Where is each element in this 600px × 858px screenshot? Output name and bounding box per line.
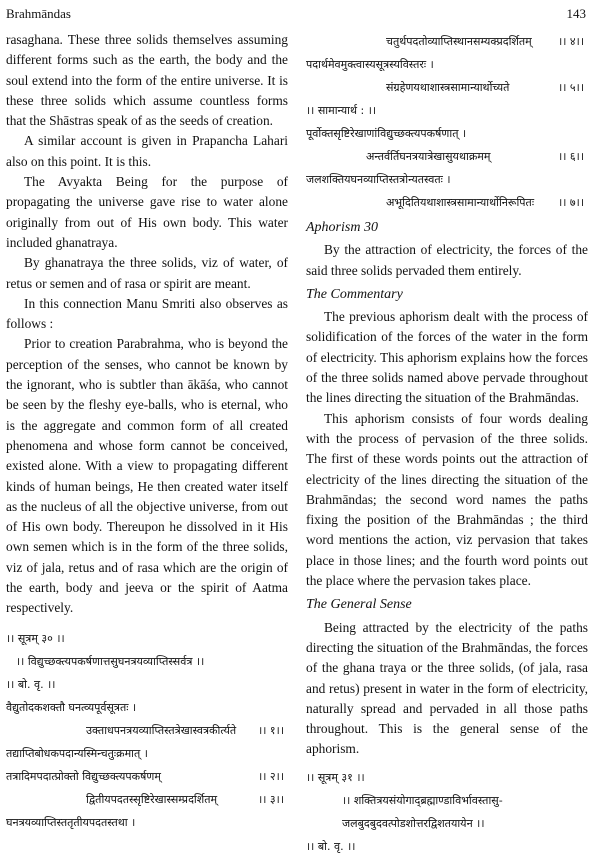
verse-line: पदार्थमेवमुक्त्वास्यसूत्रस्यविस्तरः । — [306, 58, 434, 71]
left-column — [6, 30, 288, 834]
paragraph: By ghanatraya the three solids, viz of water, of retus or semen and of rasa or spirit are meant. — [6, 255, 288, 291]
verse-line: संग्रहेणयथाशास्त्रसामान्यार्थोच्यते ।। ५।। — [386, 81, 584, 94]
general-sense-heading: The General Sense — [306, 597, 412, 613]
paragraph: Prior to creation Parabrahma, who is beyond the perception of the senses, who cannot be known by the ignorant, who is subtler than ākāśa, who cannot be seen by the fleshy eye-balls, who is eternal, who is the aggregate and common form of all created phenomena and whose form cannot be conceived, existed alone. With a view to propagating different kinds of human beings, He then created water itself as the nucleus of all the objective universe, from out of His own body. Thereupon he dissolved in it His own semen which is in the form of the three solids, viz of jala, retus and of rasa which are the origin of the earth, body and jeeva or the spirit of Aatma respectively. — [6, 336, 288, 616]
sanskrit-verse-block — [306, 766, 588, 858]
verse-line: तद्याप्तिबोधकपदान्यस्मिन्चतुःक्रमात् । — [6, 746, 148, 760]
verse-line: उक्ताधपनत्रयव्याप्तिस्तत्रेखास्वत्रकीर्त्यते ।। १।। — [86, 723, 284, 737]
paragraph: The previous aphorism dealt with the process of solidification of the forces of the water in the form of electricity. This aphorism explains how the forces of the three solids named above pervade throughout the lines directing the situation of the Brahmāndas. — [306, 309, 588, 406]
paragraph: This aphorism consists of four words dealing with the process of pervasion of the three solids. The first of these words points out the attraction of electricity of the lines directing the situation of the Brahmāndas; the second word names the paths fixing the position of the Brahmāndas ; the third word mentions the action, viz pervasion that takes place in those lines; and the fourth word points out the place where the pervasion takes place. — [306, 410, 588, 589]
paragraph: A similar account is given in Prapancha Lahari also on this point. It is this. — [6, 133, 288, 169]
verse-line: ।। सूत्रम् ३० ।। — [6, 631, 65, 645]
verse-line: ।। शक्तित्रयसंयोगाद्ब्रह्माण्डाविर्भावस्तासु- — [342, 793, 503, 807]
page-number: 143 — [566, 6, 586, 21]
paragraph: Being attracted by the electricity of the paths directing the situation of the Brahmāndas, the forces of the ghana traya or the three solids, (of jala, rasa and retus) present in water in the form of electricity, naturally spread and pervaded in all those paths throughout. This is the general sense of the aphorism. — [306, 619, 588, 757]
verse-line: ।। सामान्यार्थ : ।। — [306, 104, 377, 117]
verse-line: अभूदितियथाशास्त्रसामान्यार्थोनिरूपितः ।। ७।। — [386, 196, 584, 209]
sanskrit-verse-block — [306, 30, 588, 214]
page-header — [6, 6, 586, 24]
verse-line: ।। बो. वृ. ।। — [306, 839, 356, 853]
verse-line: चतुर्थपदतोव्याप्तिस्थानसम्यक्प्रदर्शितम् ।। ४।। — [386, 35, 584, 48]
right-column — [306, 30, 588, 858]
running-title: Brahmāndas — [6, 6, 71, 21]
paragraph: rasaghana. These three solids themselves assuming different forms such as the earth, the body and the soul extend into the form of the entire universe. It is these three solids which assume countless forms that the Shāstras speak of as the seeds of creation. — [6, 32, 288, 129]
verse-line: तत्रादिमपदात्प्रोक्तो विद्युच्छक्त्यपकर्षणम् ।। २।। — [6, 769, 284, 783]
verse-line: ।। विद्युच्छक्त्यपकर्षणात्तसुघनत्रयव्याप्तिस्सर्वत्र ।। — [16, 654, 205, 668]
verse-line: ।। सूत्रम् ३१ ।। — [306, 770, 365, 784]
commentary-heading: The Commentary — [306, 286, 403, 302]
paragraph: The Avyakta Being for the purpose of propagating the universe gave rise to water alone originally from out of His own body. This water included ghanatraya. — [6, 174, 288, 250]
aphorism-heading: Aphorism 30 — [306, 220, 378, 235]
verse-line: जलबुदबुदवत्पोडशोत्तरद्विशतयायेन ।। — [342, 816, 485, 830]
verse-line: पूर्वोक्तसृष्टिरेखाणांविद्युच्छक्त्यपकर्षणात् । — [306, 127, 467, 140]
verse-line: ।। बो. वृ. ।। — [6, 677, 56, 691]
verse-line: घनत्रयव्याप्तिस्ततृतीयपदतस्तथा । — [6, 815, 136, 829]
sanskrit-verse-block — [6, 627, 288, 834]
verse-line: जलशक्तियघनव्याप्तिस्तत्रोन्यतस्वतः । — [306, 173, 451, 186]
paragraph: In this connection Manu Smriti also observes as follows : — [6, 295, 288, 332]
paragraph: By the attraction of electricity, the forces of the said three solids pervaded them entirely. — [306, 242, 588, 278]
verse-line: वैद्युतोदकशक्तौ घनत्व्यपूर्वसूत्रतः । — [6, 700, 137, 714]
verse-line: द्वितीयपदतस्सृष्टिरेखास्सम्प्रदर्शितम् ।। ३।। — [86, 792, 284, 806]
verse-line: अन्तर्वर्तिघनत्रयात्रेखासुयथाक्रमम् ।। ६।। — [366, 150, 584, 163]
